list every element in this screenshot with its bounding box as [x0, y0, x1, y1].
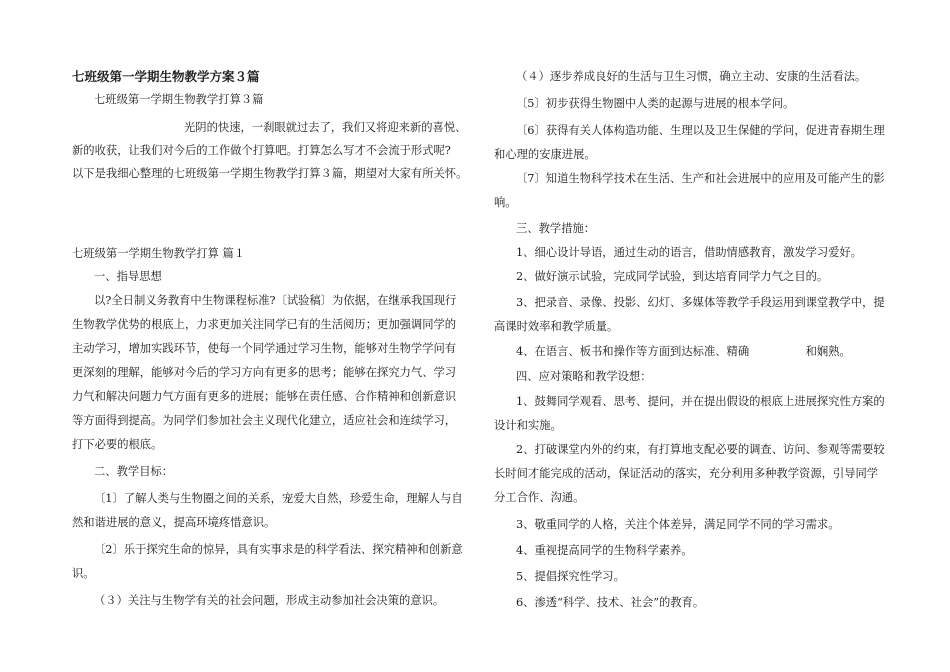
text-line: 光阴的快速，一刹眼就过去了，我们又将迎来新的喜悦、 [184, 121, 467, 134]
text-line: 高课时效率和教学质量。 [494, 320, 619, 333]
text-line: 〔1〕了解人类与生物圈之间的关系，宠爱大自然，珍爱生命，理解人与自 [94, 492, 463, 505]
text-line: 二、教学目标： [94, 465, 174, 478]
text-line: 然和谐进展的意义，提高环境疼惜意识。 [72, 516, 276, 529]
text-line: 响。 [494, 196, 517, 209]
text-line: 等方面得到提高。为同学们参加社会主义现代化建立，适应社会和连续学习， [72, 414, 457, 427]
text-line: 5、提倡探究性学习。 [516, 570, 625, 583]
text-line: 以?全日制义务教育中生物课程标准?〔试验稿〕为依据，在继承我国现行 [94, 294, 457, 307]
text-line: 3、敬重同学的人格，关注个体差异，满足同学不同的学习需求。 [516, 518, 840, 531]
text-line: 四、应对策略和教学设想： [516, 370, 652, 383]
text-line: 力气和解决问题力气方面有更多的进展；能够在责任感、合作精神和创新意识 [72, 390, 457, 403]
text-line: 4、在语言、板书和操作等方面到达标准、精确 和娴熟。 [516, 345, 851, 358]
text-line: 三、教学措施： [516, 222, 596, 235]
text-line: （３）关注与生物学有关的社会问题，形成主动参加社会决策的意识。 [94, 594, 445, 607]
text-line: 1、鼓舞同学观看、思考、提问，并在提出假设的根底上进展探究性方案的 [516, 395, 885, 408]
text-line: 〔6〕获得有关人体构造功能、生理以及卫生保健的学问，促进青春期生理 [516, 124, 885, 137]
text-line: 七班级第一学期生物教学打算３篇 [94, 93, 264, 106]
text-line: 一、指导思想 [94, 270, 162, 283]
text-line: 主动学习，增加实践环节，使每一个同学通过学习生物，能够对生物学学问有 [72, 342, 457, 355]
text-line: 〔2〕乐于探究生命的惊异，具有实事求是的科学看法、探究精神和创新意 [94, 543, 463, 556]
text-line: （４）逐步养成良好的生活与卫生习惯，确立主动、安康的生活看法。 [516, 70, 867, 83]
text-line: 2、打破课堂内外的约束，有打算地支配必要的调查、访问、参观等需要较 [516, 443, 885, 456]
text-line: 生物教学优势的根底上，力求更加关注同学已有的生活阅历；更加强调同学的 [72, 318, 457, 331]
text-line: 以下是我细心整理的七班级第一学期生物教学打算３篇，期望对大家有所关怀。 [72, 167, 468, 180]
text-line: 6、渗透“科学、技术、社会”的教育。 [516, 596, 705, 609]
text-line: 长时间才能完成的活动，保证活动的落实，充分利用多种教学资源，引导同学 [494, 467, 879, 480]
text-line: 1、细心设计导语，通过生动的语言，借助情感教育，激发学习爱好。 [516, 246, 863, 259]
text-line: 3、把录音、录像、投影、幻灯、多媒体等教学手段运用到课堂教学中，提 [516, 296, 885, 309]
text-line: 2、做好演示试验，完成同学试验，到达培育同学力气之目的。 [516, 270, 829, 283]
text-line: 七班级第一学期生物教学打算 篇１ [72, 247, 246, 260]
text-line: 分工合作、沟通。 [494, 491, 585, 504]
document-title: 七班级第一学期生物教学方案３篇 [72, 69, 260, 84]
text-line: 识。 [72, 567, 95, 580]
text-line: 和心理的安康进展。 [494, 148, 596, 161]
text-line: 设计和实施。 [494, 419, 562, 432]
text-line: 新的收获，让我们对今后的工作做个打算吧。打算怎么写才不会流于形式呢? [72, 144, 451, 157]
text-line: 打下必要的根底。 [72, 438, 163, 451]
text-line: 更深刻的理解，能够对今后的学习方向有更多的思考；能够在探究力气、学习 [72, 366, 457, 379]
text-line: 〔7〕知道生物科学技术在生活、生产和社会进展中的应用及可能产生的影 [516, 172, 885, 185]
text-line: 4、重视提高同学的生物科学素养。 [516, 544, 693, 557]
text-line: 〔5〕初步获得生物圈中人类的起源与进展的根本学问。 [516, 97, 795, 110]
